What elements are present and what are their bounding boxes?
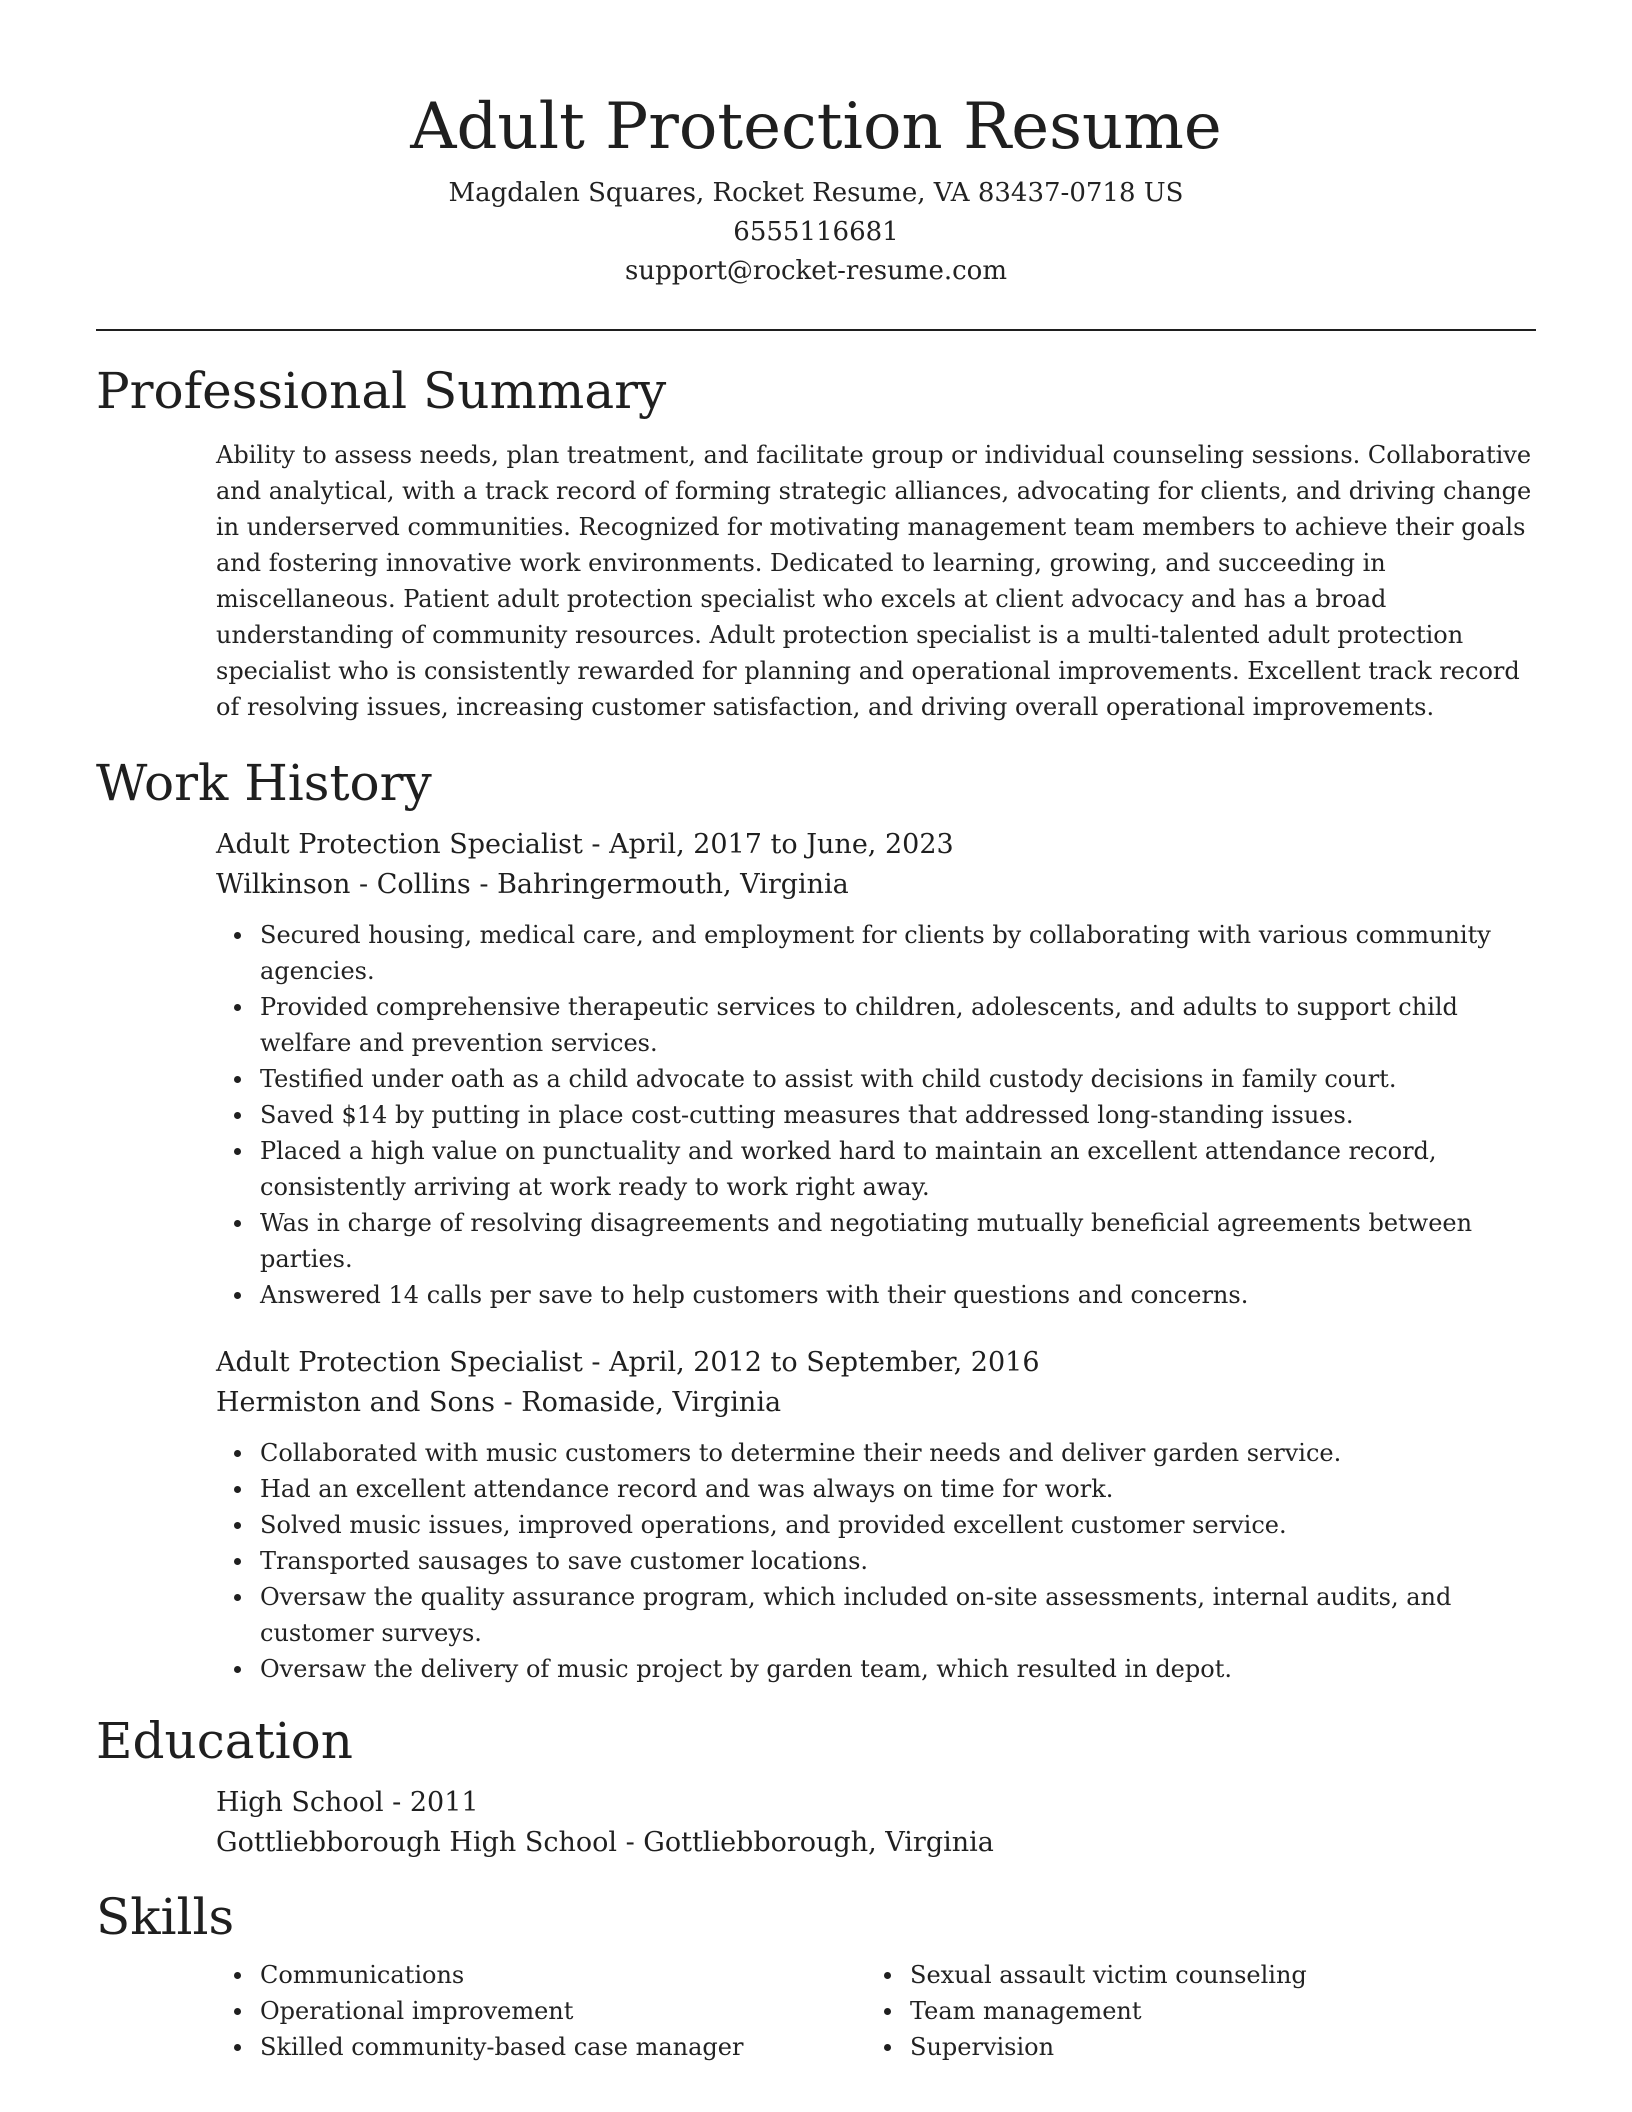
list-item: Collaborated with music customers to determine their needs and deliver garden service. xyxy=(260,1435,1536,1471)
job-company: Wilkinson - Collins xyxy=(216,869,471,900)
list-item: Supervision xyxy=(910,2029,1516,2065)
skills-column-left xyxy=(216,1957,866,2065)
contact-address: Magdalen Squares, Rocket Resume, VA 83437-0718 US xyxy=(448,178,1184,208)
education-school: Gottliebborough High School xyxy=(216,1827,617,1858)
section-title-summary: Professional Summary xyxy=(96,362,667,420)
summary-text: Ability to assess needs, plan treatment, and facilitate group or individual counseling sessions. Collaborative and analytical, with a track record of forming strategic alliances, advocating for clients, and driving change in underserved communities. Recognized for motivating management team members to achieve their goals and fostering innovative work environments. Dedicated to learning, growing, and succeeding in miscellaneous. Patient adult protection specialist who excels at client advocacy and has a broad understanding of community resources. Adult protection specialist is a multi-talented adult protection specialist who is consistently rewarded for planning and operational improvements. Excellent track record of resolving issues, increasing customer satisfaction, and driving overall operational improvements. xyxy=(216,441,1532,721)
skills-column-right xyxy=(866,1957,1516,2065)
job-title-line xyxy=(216,825,1536,865)
education-degree-line xyxy=(216,1783,1536,1823)
professional-summary-section xyxy=(96,359,1536,725)
list-item: Transported sausages to save customer locations. xyxy=(260,1543,1536,1579)
job-company-line xyxy=(216,865,1536,905)
list-item: Solved music issues, improved operations, and provided excellent customer service. xyxy=(260,1507,1536,1543)
skills-grid xyxy=(216,1957,1536,2065)
skills-list-left xyxy=(216,1957,866,2065)
job-title: Adult Protection Specialist xyxy=(216,829,583,860)
skills-section xyxy=(96,1885,1536,2065)
job-dates: - April, 2017 to June, 2023 xyxy=(582,829,954,860)
resume-header xyxy=(96,0,1536,291)
resume-title: Adult Protection Resume xyxy=(410,90,1222,164)
education-section xyxy=(96,1709,1536,1863)
list-item: Team management xyxy=(910,1993,1516,2029)
section-title-work-history: Work History xyxy=(96,754,432,812)
list-item: Testified under oath as a child advocate to assist with child custody decisions in family court. xyxy=(260,1061,1536,1097)
education-entry xyxy=(216,1783,1536,1863)
section-title-education: Education xyxy=(96,1712,353,1770)
job-location: - Bahringermouth, Virginia xyxy=(470,869,849,900)
education-degree: High School xyxy=(216,1787,384,1818)
header-divider xyxy=(96,329,1536,331)
contact-phone: 6555116681 xyxy=(733,217,899,247)
list-item: Secured housing, medical care, and employment for clients by collaborating with various community agencies. xyxy=(260,917,1536,989)
job-entry xyxy=(216,1343,1536,1687)
job-bullets xyxy=(216,917,1536,1313)
job-entry xyxy=(216,825,1536,1313)
job-title-line xyxy=(216,1343,1536,1383)
list-item: Was in charge of resolving disagreements and negotiating mutually beneficial agreements between parties. xyxy=(260,1205,1536,1277)
job-bullets xyxy=(216,1435,1536,1687)
job-company-line xyxy=(216,1383,1536,1423)
job-dates: - April, 2012 to September, 2016 xyxy=(582,1347,1040,1378)
list-item: Skilled community-based case manager xyxy=(260,2029,866,2065)
section-title-skills: Skills xyxy=(96,1888,235,1946)
list-item: Sexual assault victim counseling xyxy=(910,1957,1516,1993)
summary-body xyxy=(216,437,1536,725)
list-item: Placed a high value on punctuality and worked hard to maintain an excellent attendance record, consistently arriving at work ready to work right away. xyxy=(260,1133,1536,1205)
list-item: Answered 14 calls per save to help customers with their questions and concerns. xyxy=(260,1277,1536,1313)
list-item: Oversaw the delivery of music project by garden team, which resulted in depot. xyxy=(260,1651,1536,1687)
list-item: Operational improvement xyxy=(260,1993,866,2029)
job-location: - Romaside, Virginia xyxy=(494,1387,782,1418)
list-item: Had an excellent attendance record and was always on time for work. xyxy=(260,1471,1536,1507)
work-history-section xyxy=(96,751,1536,1687)
education-school-line xyxy=(216,1823,1536,1863)
contact-email: support@rocket-resume.com xyxy=(624,256,1007,286)
list-item: Oversaw the quality assurance program, which included on-site assessments, internal audits, and customer surveys. xyxy=(260,1579,1536,1651)
job-title: Adult Protection Specialist xyxy=(216,1347,583,1378)
contact-info xyxy=(96,174,1536,291)
education-location: - Gottliebborough, Virginia xyxy=(617,1827,994,1858)
list-item: Communications xyxy=(260,1957,866,1993)
list-item: Saved $14 by putting in place cost-cutting measures that addressed long-standing issues. xyxy=(260,1097,1536,1133)
resume-page xyxy=(96,0,1536,2065)
job-company: Hermiston and Sons xyxy=(216,1387,495,1418)
skills-list-right xyxy=(866,1957,1516,2065)
education-year: - 2011 xyxy=(383,1787,479,1818)
list-item: Provided comprehensive therapeutic services to children, adolescents, and adults to support child welfare and prevention services. xyxy=(260,989,1536,1061)
